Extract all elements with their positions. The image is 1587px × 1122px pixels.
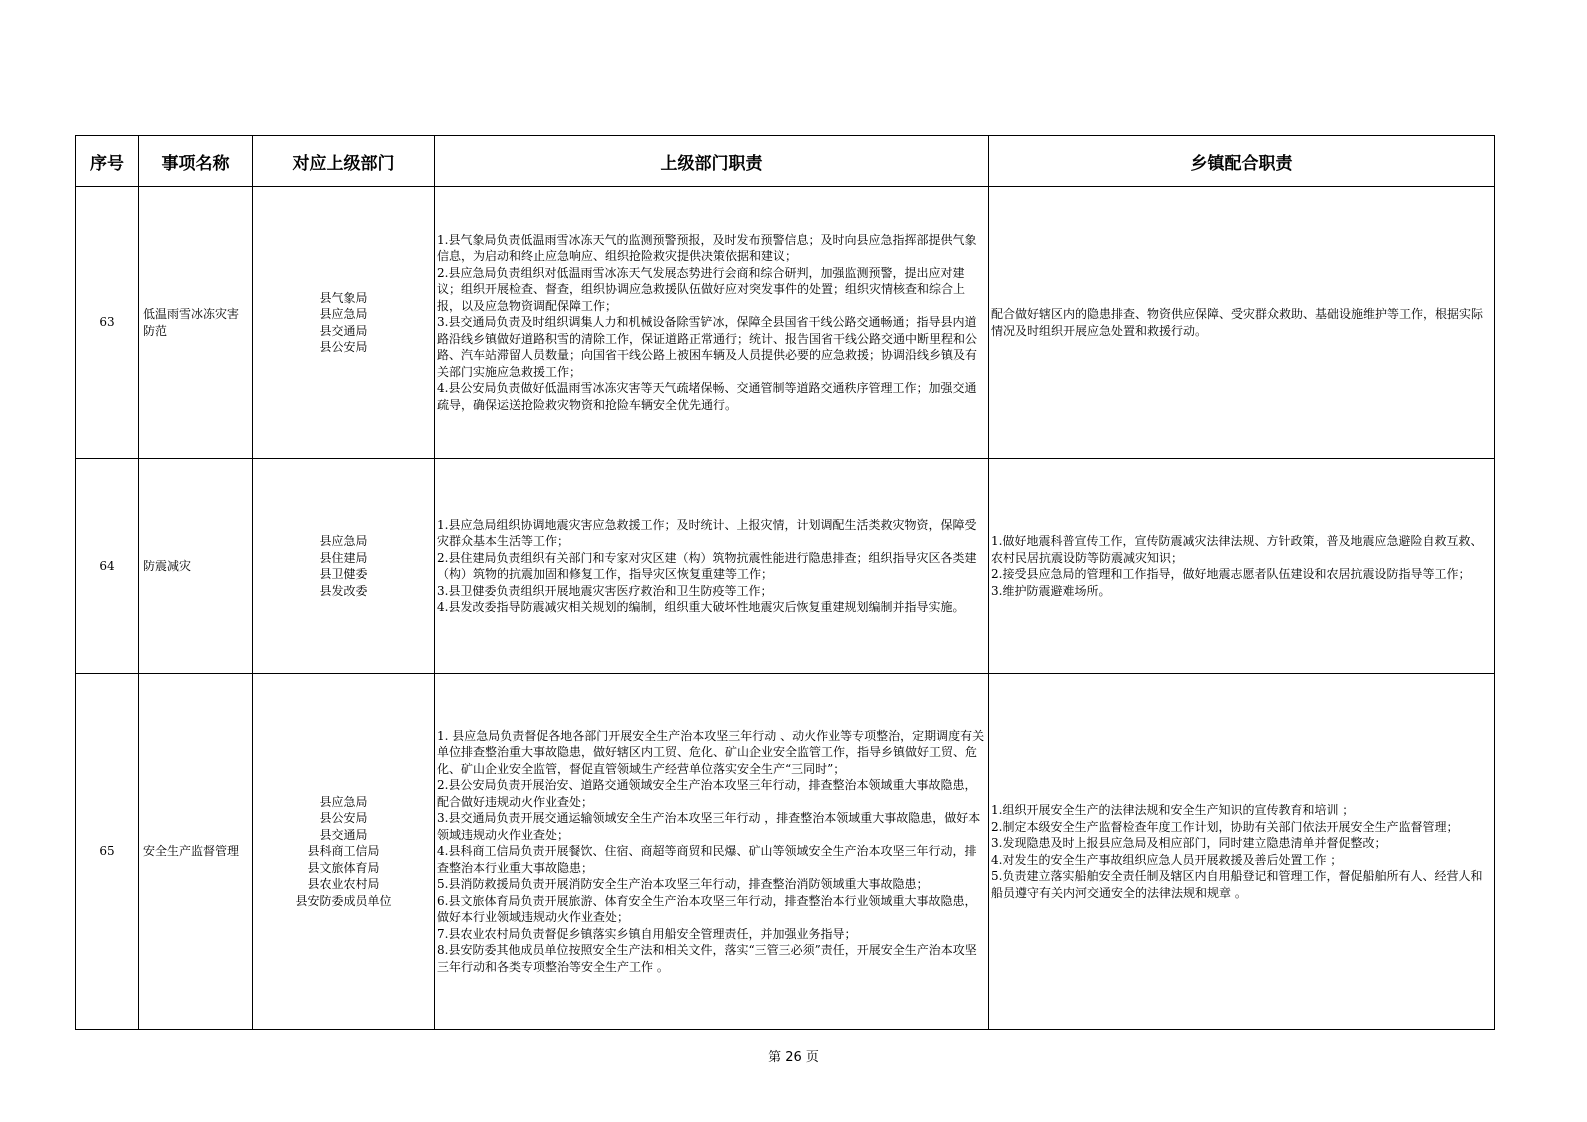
item-name: 防震减灾 bbox=[139, 459, 253, 674]
department-list bbox=[253, 674, 435, 1030]
department-name: 县农业农村局 bbox=[307, 877, 380, 892]
header-dept: 对应上级部门 bbox=[253, 136, 435, 187]
superior-duties bbox=[435, 459, 989, 674]
duty-line: 1.组织开展安全生产的法律法规和安全生产知识的宣传教育和培训 ； bbox=[991, 803, 1355, 817]
department-name: 县公安局 bbox=[319, 811, 368, 826]
department-list bbox=[253, 187, 435, 459]
department-name: 县文旅体育局 bbox=[307, 860, 380, 875]
department-name: 县住建局 bbox=[319, 550, 368, 565]
item-name: 安全生产监督管理 bbox=[139, 674, 253, 1030]
duty-line: 2.接受县应急局的管理和工作指导，做好地震志愿者队伍建设和农居抗震设防指导等工作； bbox=[991, 567, 1471, 581]
duty-line: 1.做好地震科普宣传工作，宣传防震减灾法律法规、方针政策，普及地震应急避险自救互救、农村民居抗震设防等防震减灾知识； bbox=[991, 534, 1483, 565]
table-row bbox=[76, 674, 1495, 1030]
header-township: 乡镇配合职责 bbox=[989, 136, 1495, 187]
department-name: 县卫健委 bbox=[319, 567, 368, 581]
department-name: 县公安局 bbox=[319, 340, 368, 354]
page-number: 第 26 页 bbox=[768, 1050, 819, 1065]
duty-line: 4.县发改委指导防震减灾相关规划的编制，组织重大破坏性地震灾后恢复重建规划编制并指导实施。 bbox=[437, 600, 965, 614]
department-name: 县气象局 bbox=[319, 290, 368, 305]
table-row bbox=[76, 187, 1495, 459]
department-name: 县应急局 bbox=[319, 534, 368, 548]
township-duties bbox=[989, 187, 1495, 459]
duty-table bbox=[75, 135, 1495, 1030]
duty-line: 3.维护防震避难场所。 bbox=[991, 583, 1111, 598]
duty-line: 1. 县应急局负责督促各地各部门开展安全生产治本攻坚三年行动 、动火作业等专项整治，定期调度有关单位排查整治重大事故隐患，做好辖区内工贸、危化、矿山企业安全监管工作，指导乡镇做好工贸、危化、矿山企业安全监管，督促直管领域生产经营单位落实安全生产“三同时”； bbox=[437, 728, 985, 776]
superior-duties bbox=[435, 187, 989, 459]
duty-line: 4.县科商工信局负责开展餐饮、住宿、商超等商贸和民爆、矿山等领域安全生产治本攻坚三年行动，排查整治本行业重大事故隐患； bbox=[437, 844, 977, 875]
duty-line: 4.对发生的安全生产事故组织应急人员开展救援及善后处置工作 ； bbox=[991, 852, 1343, 867]
header-name: 事项名称 bbox=[139, 136, 253, 187]
department-name: 县安防委成员单位 bbox=[295, 893, 392, 908]
header-row bbox=[76, 136, 1495, 187]
department-name: 县交通局 bbox=[319, 323, 368, 338]
duty-line: 3.发现隐患及时上报县应急局及相应部门，同时建立隐患清单并督促整改； bbox=[991, 836, 1387, 850]
department-name: 县应急局 bbox=[319, 794, 368, 809]
duty-line: 1.县气象局负责低温雨雪冰冻天气的监测预警预报，及时发布预警信息；及时向县应急指挥部提供气象信息，为启动和终止应急响应、组织抢险救灾提供决策依据和建议； bbox=[437, 232, 977, 264]
superior-duties bbox=[435, 674, 989, 1030]
department-name: 县科商工信局 bbox=[307, 844, 380, 859]
duty-line: 6.县文旅体育局负责开展旅游、体育安全生产治本攻坚三年行动，排查整治本行业领域重大事故隐患，做好本行业领域违规动火作业查处； bbox=[437, 893, 977, 925]
item-name: 低温雨雪冰冻灾害防范 bbox=[139, 187, 253, 459]
header-superior: 上级部门职责 bbox=[435, 136, 989, 187]
duty-line: 配合做好辖区内的隐患排查、物资供应保障、受灾群众救助、基础设施维护等工作，根据实际情况及时组织开展应急处置和救援行动。 bbox=[991, 307, 1484, 338]
township-duties bbox=[989, 674, 1495, 1030]
department-name: 县应急局 bbox=[319, 307, 368, 321]
row-number: 63 bbox=[76, 187, 139, 459]
duty-line: 2.制定本级安全生产监督检查年度工作计划，协助有关部门依法开展安全生产监督管理； bbox=[991, 819, 1459, 834]
duty-line: 5.负责建立落实船舶安全责任制及辖区内自用船登记和管理工作，督促船舶所有人、经营人和船员遵守有关内河交通安全的法律法规和规章 。 bbox=[991, 869, 1483, 900]
duty-line: 5.县消防救援局负责开展消防安全生产治本攻坚三年行动，排查整治消防领域重大事故隐患； bbox=[437, 877, 929, 892]
department-list bbox=[253, 459, 435, 674]
row-number: 65 bbox=[76, 674, 139, 1030]
duty-line: 3.县交通局负责开展交通运输领域安全生产治本攻坚三年行动 ，排查整治本领域重大事故隐患，做好本领域违规动火作业查处； bbox=[437, 811, 981, 842]
duty-line: 2.县应急局负责组织对低温雨雪冰冻天气发展态势进行会商和综合研判，加强监测预警，提出应对建议；组织开展检查、督查，组织协调应急救援队伍做好应对突发事件的处置；组织灾情核查和综合上报，以及应急物资调配保障工作； bbox=[437, 265, 966, 313]
duty-line: 4.县公安局负责做好低温雨雪冰冻灾害等天气疏堵保畅、交通管制等道路交通秩序管理工作；加强交通疏导，确保运送抢险救灾物资和抢险车辆安全优先通行。 bbox=[437, 381, 977, 412]
duty-line: 8.县安防委其他成员单位按照安全生产法和相关文件，落实“三管三必须”责任，开展安全生产治本攻坚三年行动和各类专项整治等安全生产工作 。 bbox=[437, 943, 977, 974]
department-name: 县交通局 bbox=[319, 827, 368, 842]
duty-line: 2.县住建局负责组织有关部门和专家对灾区建（构）筑物抗震性能进行隐患排查；组织指导灾区各类建（构）筑物的抗震加固和修复工作，指导灾区恢复重建等工作； bbox=[437, 550, 977, 581]
row-number: 64 bbox=[76, 459, 139, 674]
table-row bbox=[76, 459, 1495, 674]
duty-line: 3.县卫健委负责组织开展地震灾害医疗救治和卫生防疫等工作； bbox=[437, 583, 773, 598]
duty-line: 1.县应急局组织协调地震灾害应急救援工作；及时统计、上报灾情，计划调配生活类救灾物资，保障受灾群众基本生活等工作； bbox=[437, 517, 977, 548]
duty-line: 7.县农业农村局负责督促乡镇落实乡镇自用船安全管理责任，并加强业务指导； bbox=[437, 926, 857, 941]
township-duties bbox=[989, 459, 1495, 674]
header-num: 序号 bbox=[76, 136, 139, 187]
duty-line: 2.县公安局负责开展治安、道路交通领域安全生产治本攻坚三年行动，排查整治本领域重大事故隐患，配合做好违规动火作业查处； bbox=[437, 778, 977, 809]
department-name: 县发改委 bbox=[319, 583, 368, 598]
duty-line: 3.县交通局负责及时组织调集人力和机械设备除雪铲冰，保障全县国省干线公路交通畅通；指导县内道路沿线乡镇做好道路积雪的清除工作，保证道路正常通行；统计、报告国省干线公路交通中断里程和公路、汽车站滞留人员数量；向国省干线公路上被困车辆及人员提供必要的应急救援；协调沿线乡镇及有关部门实施应急救援工作； bbox=[437, 315, 978, 379]
